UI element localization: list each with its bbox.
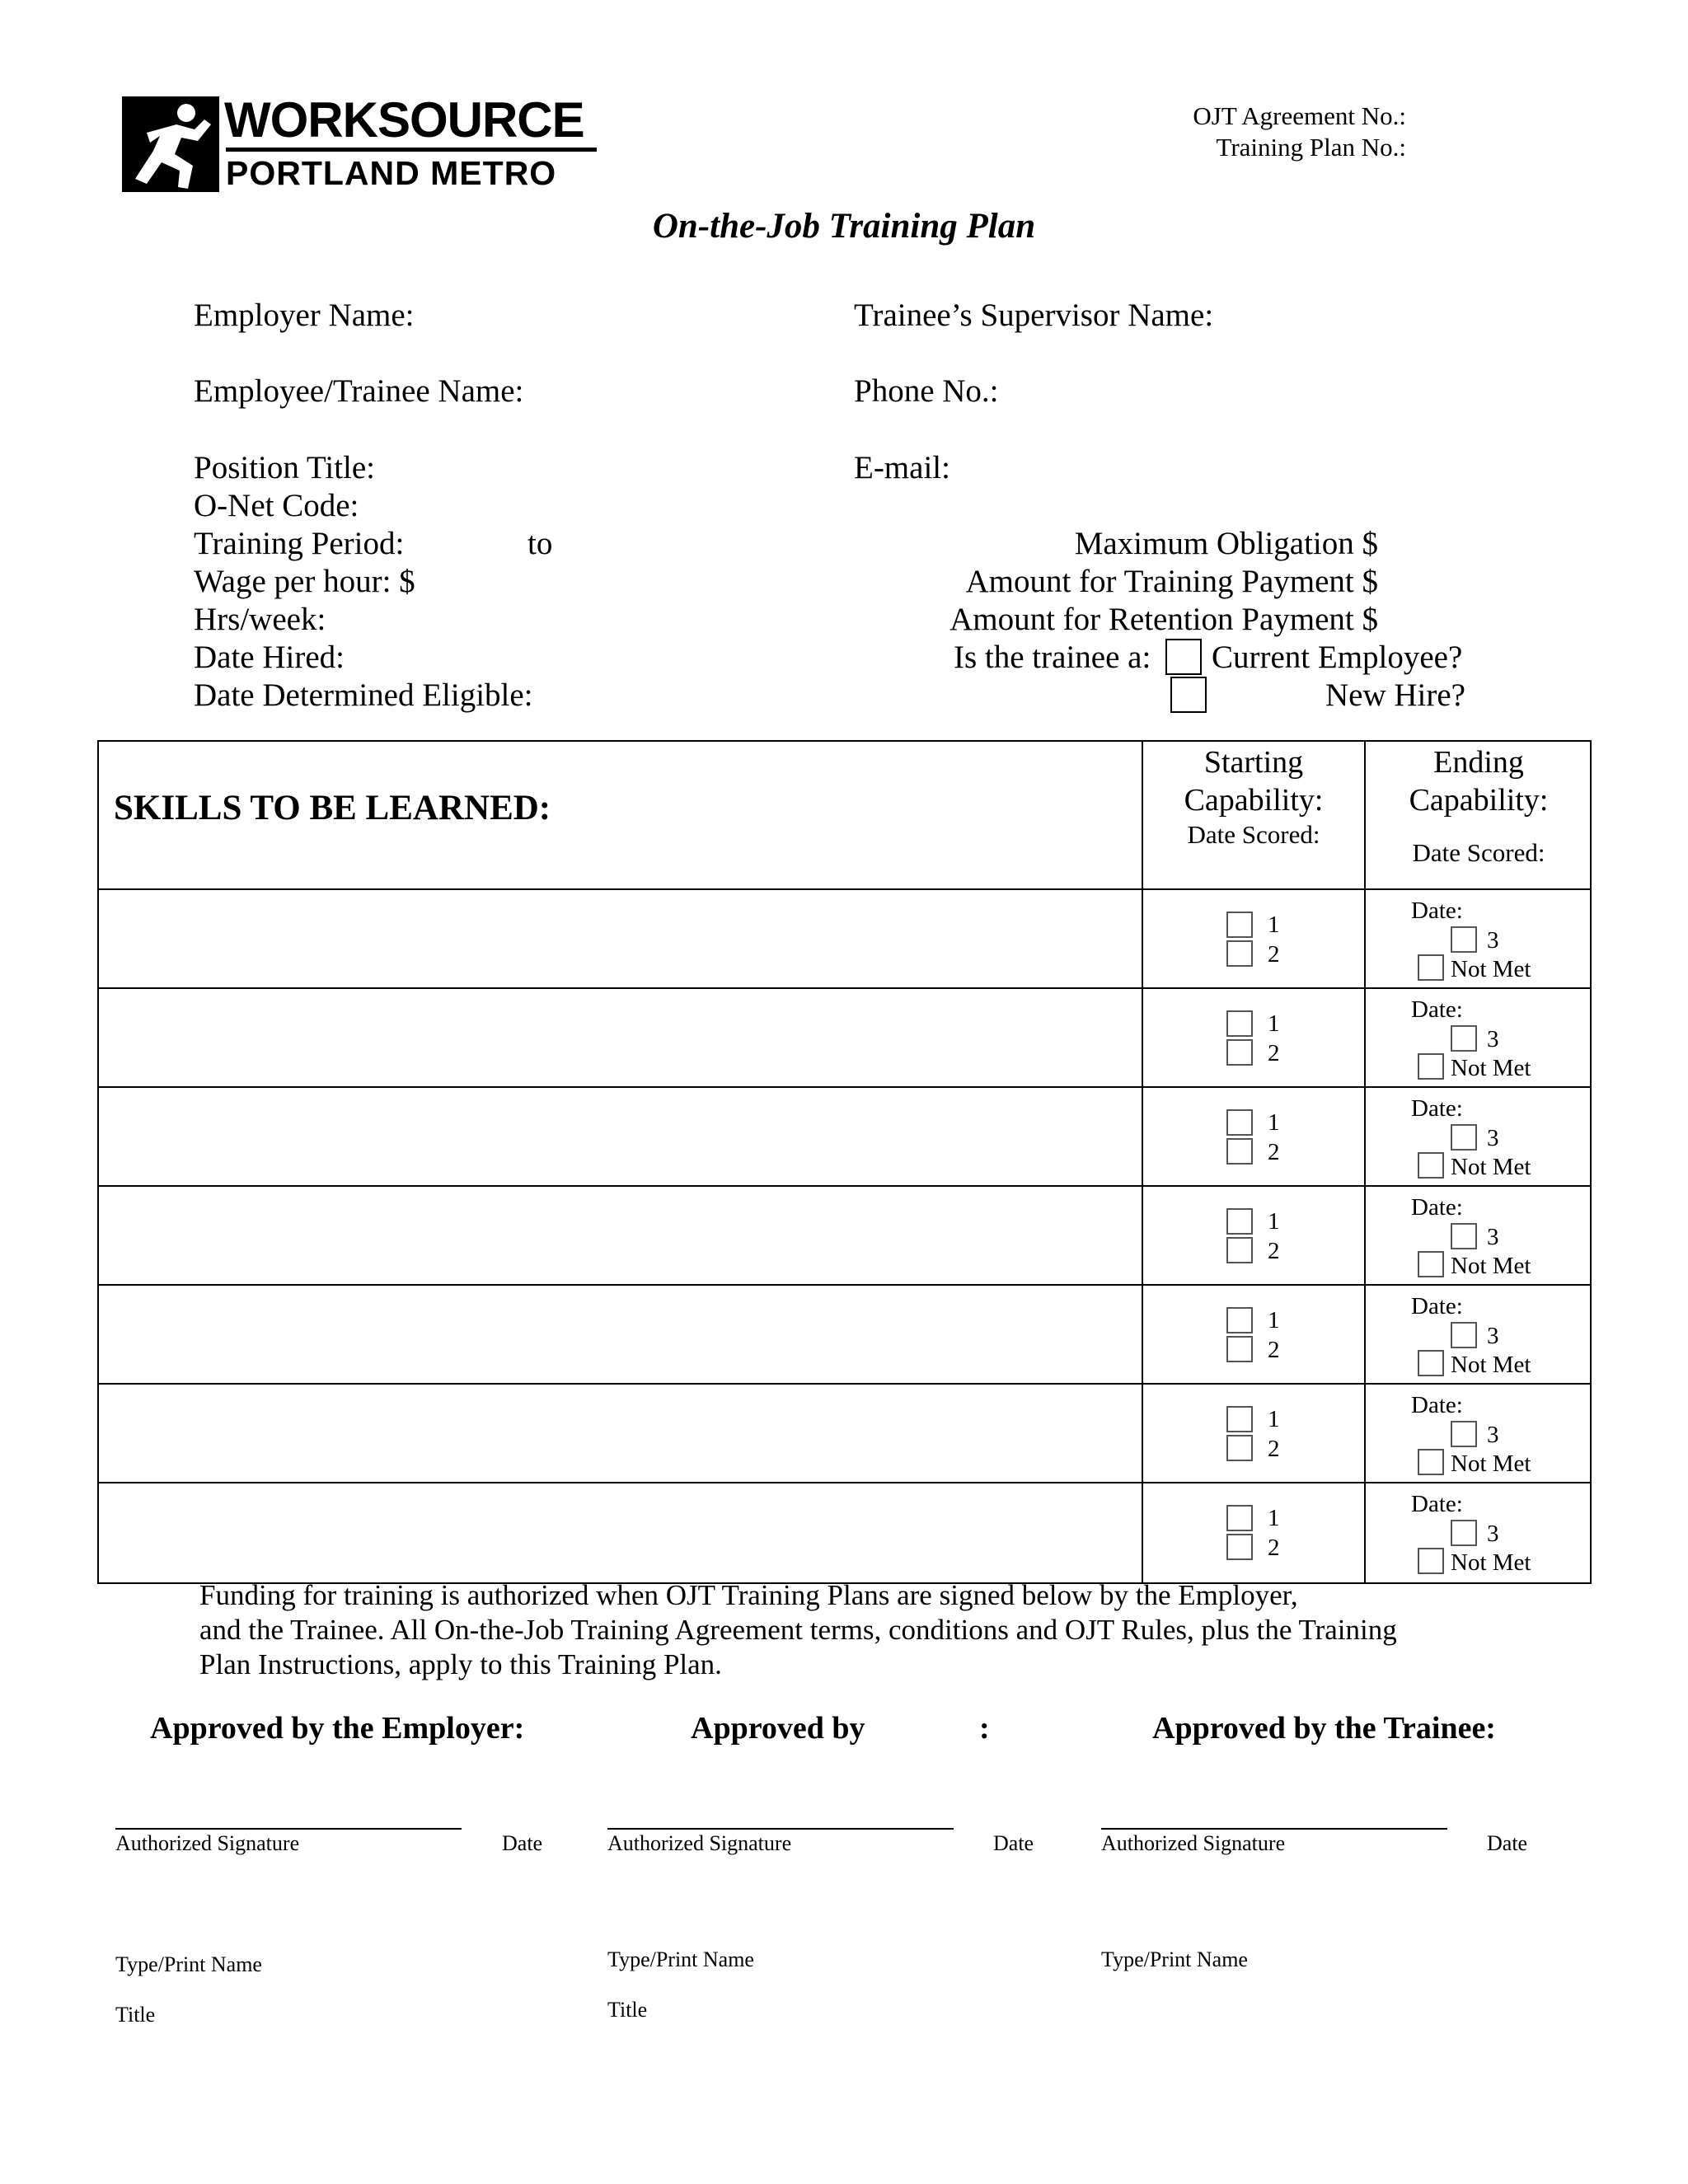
ending-3-label: 3: [1487, 1224, 1499, 1250]
current-employee-checkbox[interactable]: [1165, 639, 1202, 675]
starting-date-scored: Date Scored:: [1187, 820, 1320, 849]
logo-rule: [226, 148, 597, 152]
logo-wordmark-top: WORKSOURCE: [224, 92, 584, 148]
ending-header-line2: Capability:: [1409, 783, 1549, 818]
funding-text-line1: Funding for training is authorized when OJT Training Plans are signed below by the Employer,: [199, 1579, 1298, 1611]
email-label: E-mail:: [854, 450, 950, 485]
ending-date-label: Date:: [1411, 1293, 1463, 1319]
ending-date-label: Date:: [1411, 1491, 1463, 1517]
starting-2-checkbox[interactable]: [1226, 1435, 1253, 1461]
page-title: On-the-Job Training Plan: [652, 207, 1036, 246]
ending-not-met-checkbox[interactable]: [1418, 1350, 1444, 1376]
ending-header-line1: Ending: [1433, 745, 1524, 780]
skill-row: [99, 989, 1590, 1088]
ending-not-met-label: Not Met: [1451, 1055, 1531, 1081]
ending-3-label: 3: [1487, 1323, 1499, 1349]
skill-row: [99, 1385, 1590, 1483]
skill-description-cell[interactable]: [99, 1385, 1142, 1482]
hrs-week-label: Hrs/week:: [194, 602, 326, 637]
ending-not-met-label: Not Met: [1451, 1154, 1531, 1180]
date-eligible-label: Date Determined Eligible:: [194, 677, 533, 713]
training-period-label: Training Period:: [194, 526, 405, 561]
ending-not-met-checkbox[interactable]: [1418, 1251, 1444, 1277]
ending-3-label: 3: [1487, 1422, 1499, 1448]
skill-description-cell[interactable]: [99, 1286, 1142, 1383]
onet-code-label: O-Net Code:: [194, 488, 359, 523]
skill-description-cell[interactable]: [99, 1483, 1142, 1581]
starting-1-checkbox[interactable]: [1226, 1505, 1253, 1531]
funding-text-line3: Plan Instructions, apply to this Training Plan.: [199, 1648, 722, 1680]
skill-description-cell[interactable]: [99, 1187, 1142, 1284]
middle-print-name-label: Type/Print Name: [607, 1947, 754, 1971]
employer-print-name-label: Type/Print Name: [115, 1952, 262, 1976]
skill-row: [99, 1483, 1590, 1582]
new-hire-checkbox[interactable]: [1170, 677, 1207, 713]
starting-1-checkbox[interactable]: [1226, 1307, 1253, 1333]
ending-3-label: 3: [1487, 927, 1499, 954]
starting-1-label: 1: [1268, 1208, 1280, 1235]
middle-signature-line[interactable]: [607, 1828, 954, 1830]
approved-by-heading: Approved by: [691, 1711, 865, 1746]
logo-wordmark-bottom: PORTLAND METRO: [226, 154, 557, 192]
starting-2-label: 2: [1268, 1238, 1280, 1264]
ending-3-checkbox[interactable]: [1451, 1520, 1477, 1546]
ending-3-label: 3: [1487, 1521, 1499, 1547]
ending-not-met-label: Not Met: [1451, 956, 1531, 982]
funding-text-line2: and the Trainee. All On-the-Job Training Agreement terms, conditions and OJT Rules, plus the Training: [199, 1614, 1397, 1646]
starting-2-label: 2: [1268, 1040, 1280, 1066]
employer-signature-line[interactable]: [115, 1828, 462, 1830]
trainee-is-label: Is the trainee a:: [954, 640, 1151, 675]
employer-auth-signature-label: Authorized Signature: [115, 1831, 300, 1855]
approved-by-employer-heading: Approved by the Employer:: [150, 1711, 525, 1746]
starting-2-label: 2: [1268, 1337, 1280, 1363]
starting-1-label: 1: [1268, 1010, 1280, 1037]
skill-description-cell[interactable]: [99, 890, 1142, 987]
ending-date-label: Date:: [1411, 898, 1463, 924]
trainee-print-name-label: Type/Print Name: [1101, 1947, 1248, 1971]
skills-header: SKILLS TO BE LEARNED:: [114, 789, 551, 827]
ending-date-label: Date:: [1411, 1194, 1463, 1221]
starting-2-checkbox[interactable]: [1226, 1138, 1253, 1165]
ending-date-label: Date:: [1411, 1392, 1463, 1418]
starting-2-checkbox[interactable]: [1226, 1237, 1253, 1263]
ending-not-met-checkbox[interactable]: [1418, 1449, 1444, 1475]
ending-3-checkbox[interactable]: [1451, 1223, 1477, 1249]
starting-2-checkbox[interactable]: [1226, 1336, 1253, 1362]
starting-1-checkbox[interactable]: [1226, 912, 1253, 938]
ending-3-label: 3: [1487, 1125, 1499, 1151]
ending-capability-header: [1366, 743, 1592, 869]
retention-payment-label: Amount for Retention Payment $: [950, 602, 1378, 637]
ending-3-checkbox[interactable]: [1451, 926, 1477, 953]
ending-3-checkbox[interactable]: [1451, 1124, 1477, 1151]
starting-2-label: 2: [1268, 941, 1280, 968]
ending-3-checkbox[interactable]: [1451, 1421, 1477, 1447]
middle-title-label: Title: [607, 1998, 648, 2022]
ending-not-met-checkbox[interactable]: [1418, 954, 1444, 981]
trainee-name-label: Employee/Trainee Name:: [194, 373, 524, 409]
starting-1-checkbox[interactable]: [1226, 1109, 1253, 1136]
phone-label: Phone No.:: [854, 373, 999, 409]
skill-row: [99, 890, 1590, 989]
starting-header-line1: Starting: [1203, 745, 1304, 780]
starting-2-checkbox[interactable]: [1226, 1039, 1253, 1066]
approved-by-colon: :: [979, 1711, 990, 1746]
max-obligation-label: Maximum Obligation $: [1074, 526, 1378, 561]
ending-not-met-label: Not Met: [1451, 1253, 1531, 1279]
starting-1-checkbox[interactable]: [1226, 1010, 1253, 1037]
starting-1-checkbox[interactable]: [1226, 1406, 1253, 1432]
date-hired-label: Date Hired:: [194, 640, 345, 675]
trainee-auth-signature-label: Authorized Signature: [1101, 1831, 1286, 1855]
employer-date-label: Date: [502, 1831, 543, 1855]
starting-capability-header: [1143, 743, 1364, 851]
position-title-label: Position Title:: [194, 450, 376, 485]
ending-not-met-checkbox[interactable]: [1418, 1152, 1444, 1179]
supervisor-name-label: Trainee’s Supervisor Name:: [854, 298, 1214, 333]
skills-table: [97, 740, 1592, 1584]
starting-1-label: 1: [1268, 1307, 1280, 1333]
starting-1-label: 1: [1268, 1109, 1280, 1136]
ending-not-met-checkbox[interactable]: [1418, 1053, 1444, 1080]
starting-2-label: 2: [1268, 1535, 1280, 1561]
ending-not-met-label: Not Met: [1451, 1451, 1531, 1477]
middle-auth-signature-label: Authorized Signature: [607, 1831, 792, 1855]
skill-description-cell[interactable]: [99, 989, 1142, 1086]
skill-row: [99, 1187, 1590, 1286]
ending-date-label: Date:: [1411, 1095, 1463, 1122]
skill-row: [99, 1286, 1590, 1385]
starting-1-checkbox[interactable]: [1226, 1208, 1253, 1235]
starting-1-label: 1: [1268, 912, 1280, 938]
ending-3-label: 3: [1487, 1026, 1499, 1052]
running-figure-icon: [122, 96, 219, 192]
starting-2-label: 2: [1268, 1436, 1280, 1462]
skill-row: [99, 1088, 1590, 1187]
ending-not-met-label: Not Met: [1451, 1352, 1531, 1378]
training-period-to-label: to: [528, 526, 553, 561]
ending-date-scored: Date Scored:: [1412, 838, 1545, 867]
ending-3-checkbox[interactable]: [1451, 1322, 1477, 1348]
skill-description-cell[interactable]: [99, 1088, 1142, 1185]
starting-2-label: 2: [1268, 1139, 1280, 1165]
current-employee-label: Current Employee?: [1212, 640, 1463, 675]
new-hire-label: New Hire?: [1325, 677, 1465, 713]
starting-header-line2: Capability:: [1184, 783, 1324, 818]
worksource-logo: [122, 92, 600, 194]
training-payment-label: Amount for Training Payment $: [965, 564, 1378, 599]
ending-date-label: Date:: [1411, 996, 1463, 1023]
ojt-agreement-no-label: OJT Agreement No.:: [1193, 101, 1406, 130]
trainee-date-label: Date: [1487, 1831, 1528, 1855]
starting-1-label: 1: [1268, 1505, 1280, 1531]
training-plan-no-label: Training Plan No.:: [1216, 133, 1406, 162]
ending-not-met-label: Not Met: [1451, 1549, 1531, 1576]
wage-per-hour-label: Wage per hour: $: [194, 564, 415, 599]
starting-1-label: 1: [1268, 1406, 1280, 1432]
ending-not-met-checkbox[interactable]: [1418, 1548, 1444, 1574]
starting-2-checkbox[interactable]: [1226, 1534, 1253, 1560]
starting-2-checkbox[interactable]: [1226, 940, 1253, 967]
ending-3-checkbox[interactable]: [1451, 1025, 1477, 1052]
employer-title-label: Title: [115, 2003, 156, 2027]
middle-date-label: Date: [993, 1831, 1034, 1855]
trainee-signature-line[interactable]: [1101, 1828, 1447, 1830]
approved-by-trainee-heading: Approved by the Trainee:: [1152, 1711, 1496, 1746]
employer-name-label: Employer Name:: [194, 298, 415, 333]
